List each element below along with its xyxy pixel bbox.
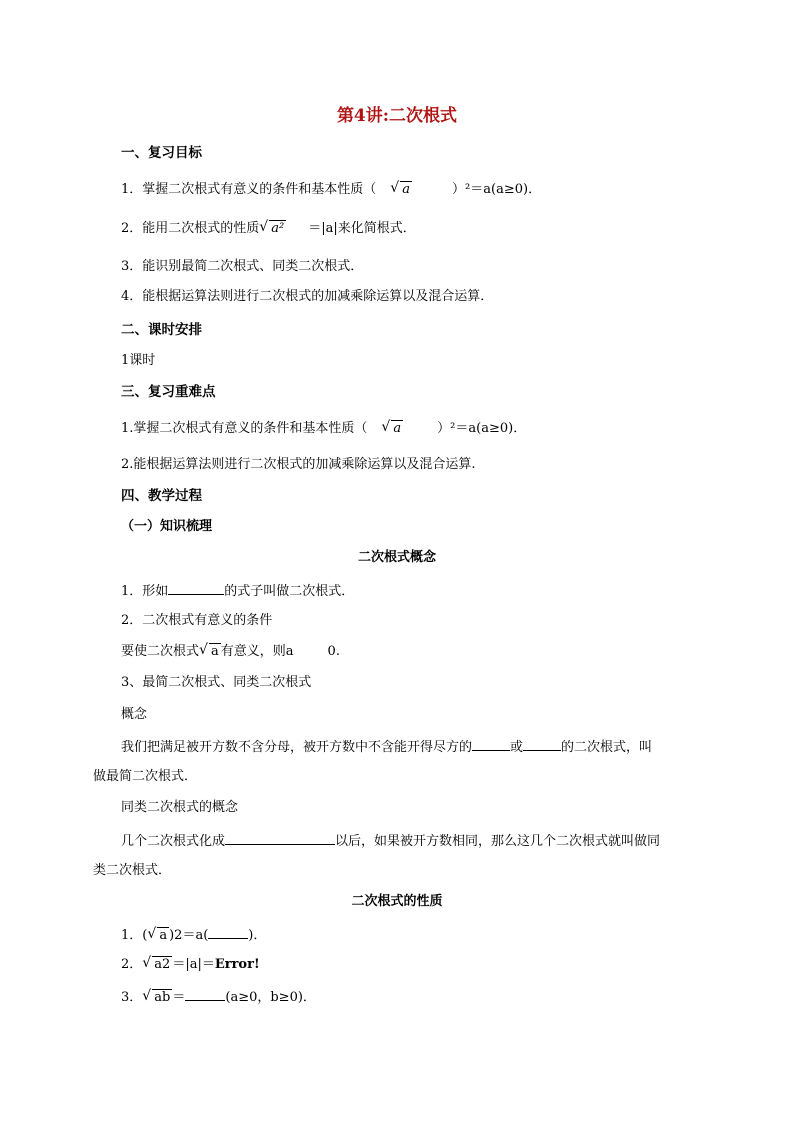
error-text: Error!: [214, 957, 260, 972]
goal-item-4: 4．能根据运算法则进行二次根式的加减乘除运算以及混合运算．: [121, 289, 494, 304]
page-title: 第4讲:二次根式: [336, 106, 458, 126]
fill-blank[interactable]: [208, 925, 248, 939]
section-heading-key-points: 三、复习重难点: [121, 384, 216, 400]
key-point-2: 2.能根据运算法则进行二次根式的加减乘除运算以及混合运算.: [121, 457, 476, 472]
simplest-radical-definition: 我们把满足被开方数不含分母，被开方数中不含能开得尽方的 或 的二次根式，叫: [121, 737, 652, 757]
property-item-3: 3．√ ab ＝ (a≥0，b≥0)．: [121, 987, 316, 1007]
fill-blank[interactable]: [472, 737, 510, 751]
property-item-1: 1．(√ a )2＝a( )．: [121, 925, 266, 945]
goal-item-1: 1．掌握二次根式有意义的条件和基本性质（√ a ）²＝a(a≥0)．: [121, 181, 541, 199]
section-heading-teaching-process: 四、教学过程: [121, 488, 202, 504]
schedule-text: 1课时: [121, 353, 156, 368]
similar-radical-definition-cont: 类二次根式．: [93, 863, 172, 878]
goal-item-2: 2．能用二次根式的性质√ a² ＝|a|来化简根式．: [121, 220, 416, 238]
concept-title: 二次根式概念: [357, 550, 436, 565]
section-heading-review-goals: 一、复习目标: [121, 145, 202, 161]
subsection-knowledge-review: （一）知识梳理: [121, 519, 213, 534]
fill-blank[interactable]: [225, 831, 335, 845]
fill-blank[interactable]: [168, 581, 224, 595]
concept-label: 概念: [121, 707, 148, 722]
concept-item-2: 2．二次根式有意义的条件: [121, 613, 273, 628]
fill-blank[interactable]: [185, 987, 225, 1001]
concept-item-3: 3、最简二次根式、同类二次根式: [121, 675, 312, 690]
key-point-1: 1.掌握二次根式有意义的条件和基本性质（√ a ）²＝a(a≥0)．: [121, 420, 526, 438]
similar-radical-definition: 几个二次根式化成 以后，如果被开方数相同，那么这几个二次根式就叫做同: [121, 831, 660, 851]
properties-title: 二次根式的性质: [351, 894, 443, 909]
simplest-radical-definition-cont: 做最简二次根式．: [93, 769, 198, 784]
section-heading-schedule: 二、课时安排: [121, 322, 202, 338]
similar-radical-title: 同类二次根式的概念: [121, 800, 239, 815]
goal-item-3: 3．能识别最简二次根式、同类二次根式．: [121, 259, 364, 274]
fill-blank[interactable]: [523, 737, 561, 751]
concept-item-1: 1．形如 的式子叫做二次根式．: [121, 581, 354, 601]
concept-item-2-detail: 要使二次根式√ a 有意义，则a 0.: [121, 643, 340, 661]
property-item-2: 2．√ a2 ＝|a|＝Error!: [121, 956, 260, 974]
